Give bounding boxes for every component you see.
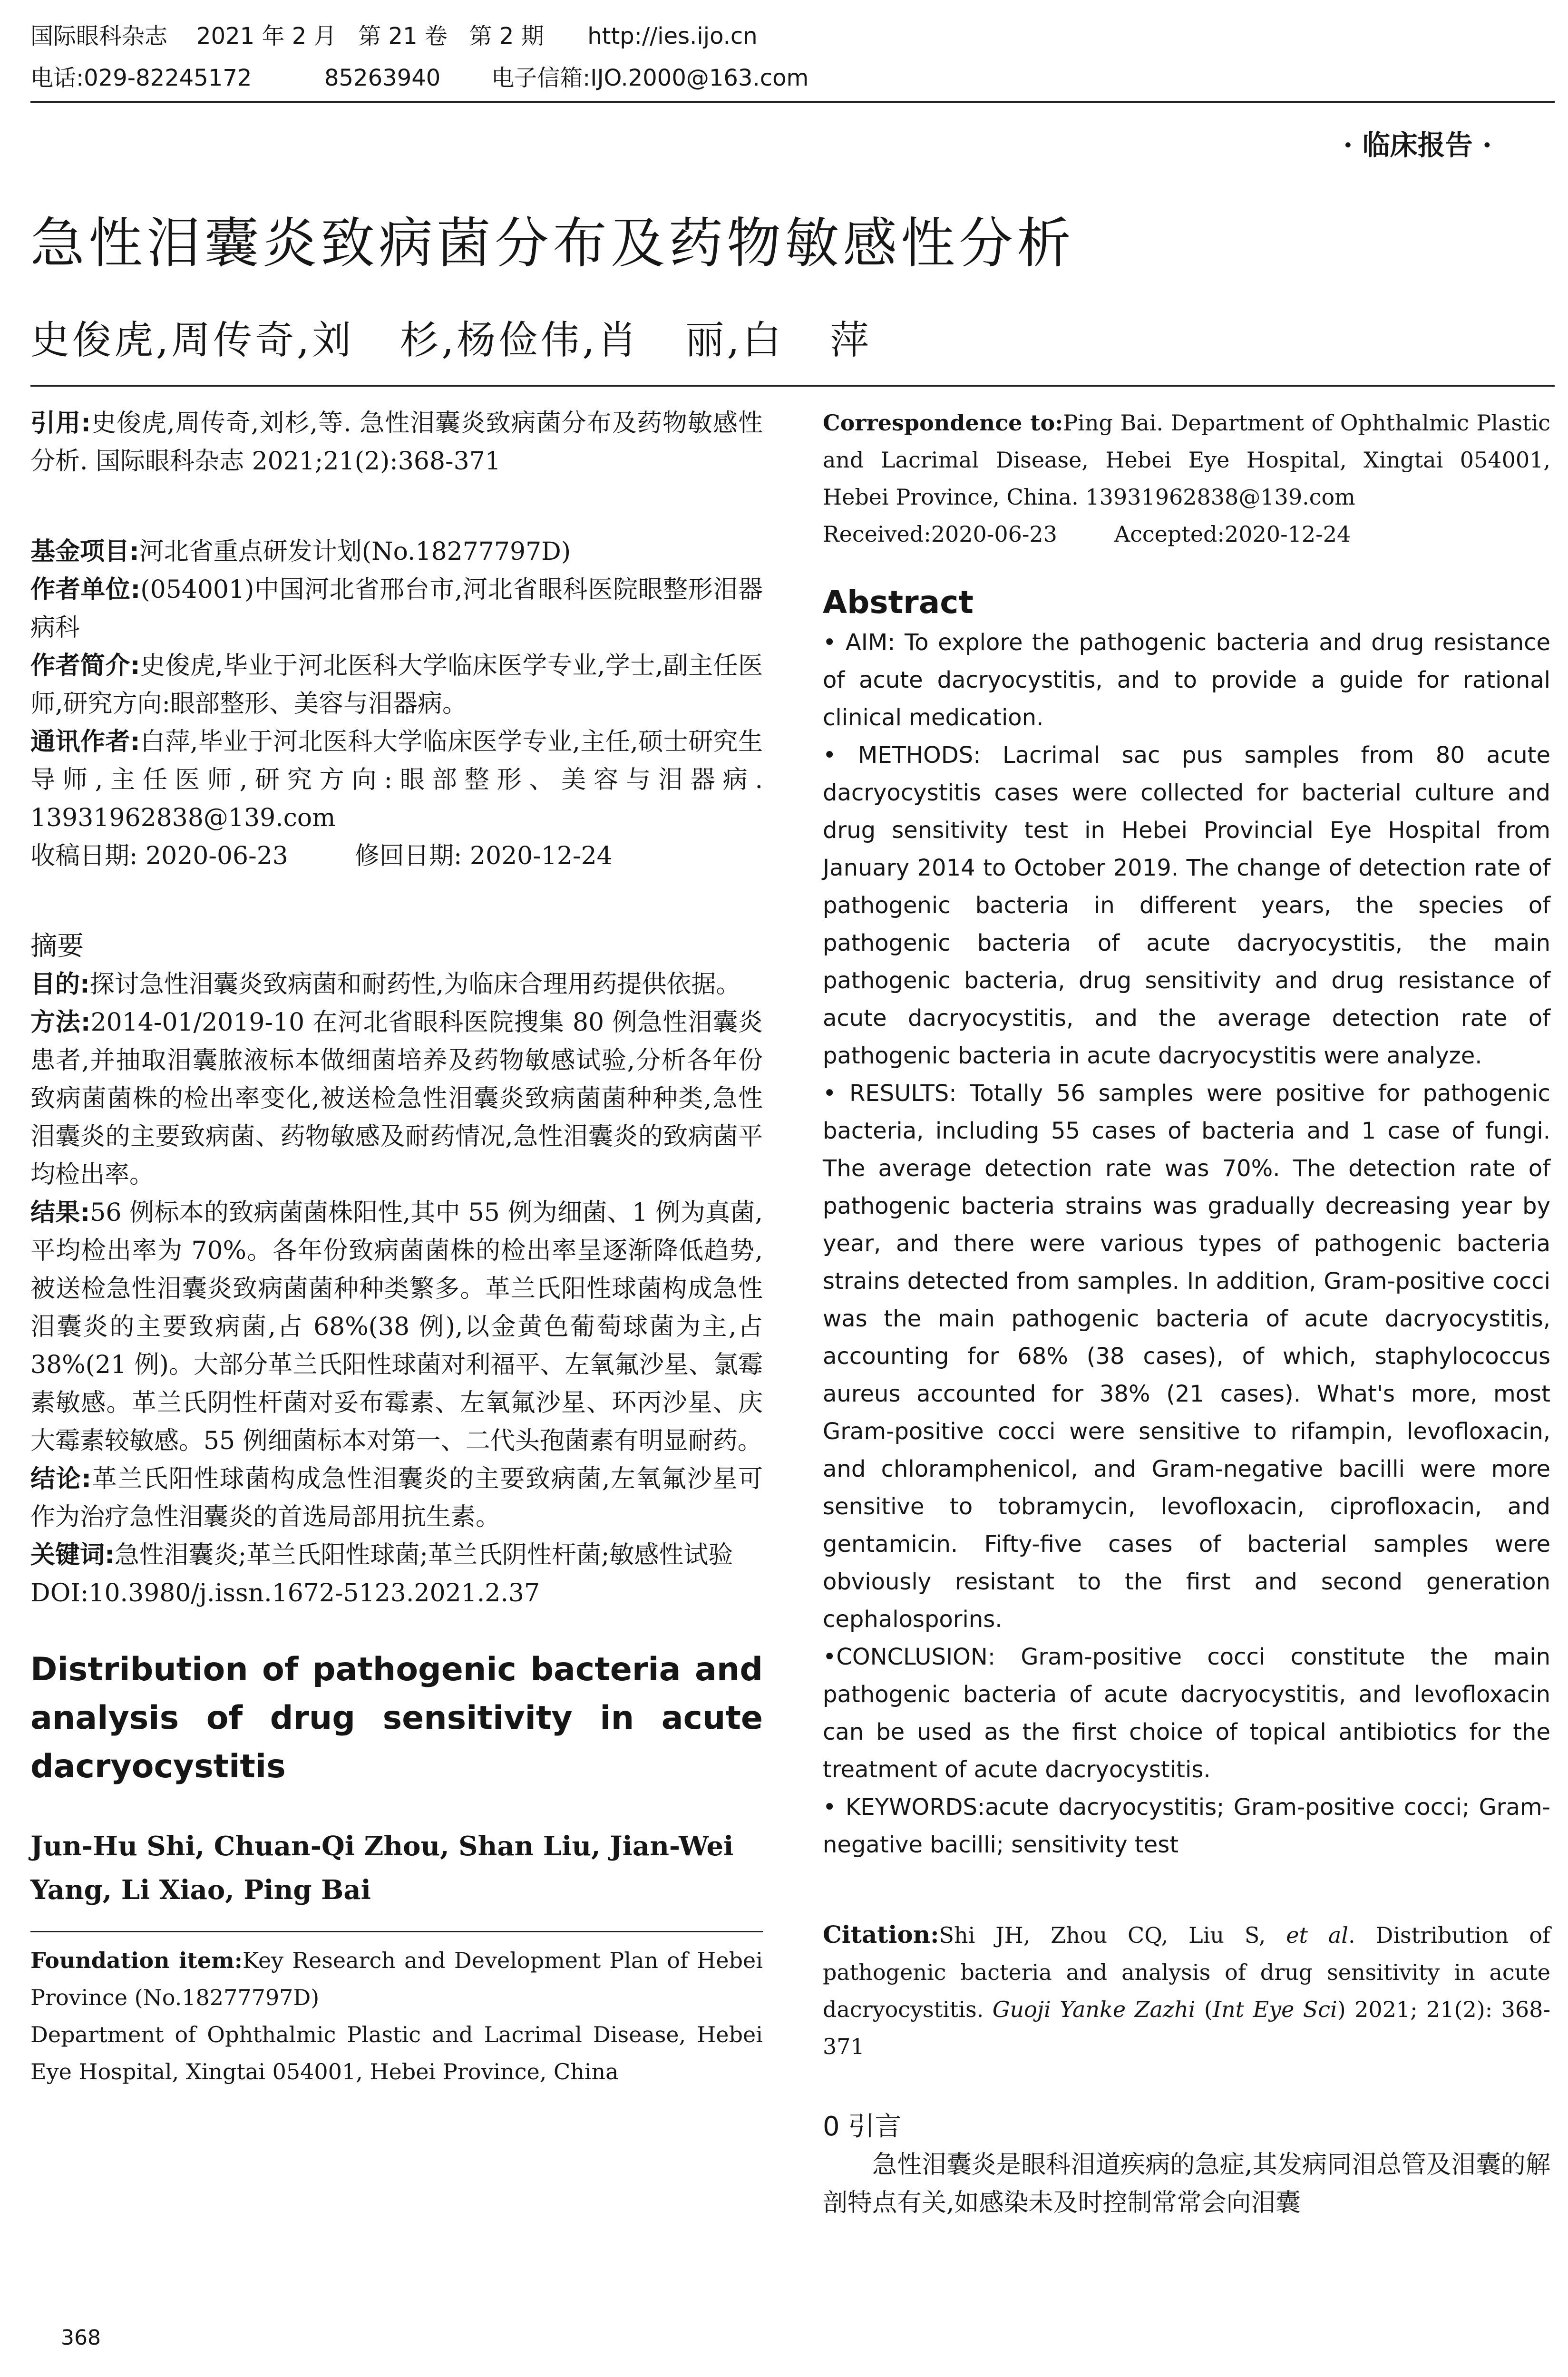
- keywords-text-cn: 急性泪囊炎;革兰氏阳性球菌;革兰氏阴性杆菌;敏感性试验: [114, 1541, 733, 1569]
- results-text-en: Totally 56 samples were positive for pathogenic bacteria, including 55 cases of bacteria and 1 case of fungi. The average detection rate was 70%. The detection rate of pathogenic bacteria strains was gradually decreasing year by year, and there were various types of pathogenic bacteria strains detected from samples. In addition, Gram-positive cocci was the main pathogenic bacteria of acute dacryocystitis, accounting for 68% (38 cases), of which, staphylococcus aureus accounted for 38% (21 cases). What's more, most Gram-positive cocci were sensitive to rifampin, levofloxacin, and chloramphenicol, and Gram-negative bacilli were more sensitive to tobramycin, levofloxacin, ciprofloxacin, and gentamicin. Fifty-five cases of bacterial samples were obviously resistant to the first and second generation cephalosporins.: [823, 1080, 1551, 1633]
- aim-label-cn: 目的:: [30, 970, 90, 999]
- article-title-english: Distribution of pathogenic bacteria and analysis of drug sensitivity in acute dacryocystitis: [30, 1651, 763, 1785]
- abstract-methods-en: [823, 737, 1550, 1075]
- conclusion-text-en: Gram-positive cocci constitute the main pathogenic bacteria of acute dacryocystitis, and levofloxacin can be used as the first choice of topical antibiotics for the treatment of acute dacryocystitis.: [823, 1644, 1550, 1783]
- keywords-label-cn: 关键词:: [30, 1541, 115, 1569]
- aim-text-en: To explore the pathogenic bacteria and drug resistance of acute dacryocystitis, and to provide a guide for rational clinical medication.: [823, 629, 1551, 731]
- abstract-results-en: [823, 1075, 1550, 1638]
- abstract-aim-cn: [30, 965, 763, 1003]
- fund-text: 河北省重点研发计划(No.18277797D): [139, 537, 571, 566]
- abstract-conclusion-en: [823, 1638, 1550, 1789]
- intro-heading: 0 引言: [823, 2111, 902, 2142]
- department-affiliation: Department of Ophthalmic Plastic and Lacrimal Disease, Hebei Eye Hospital, Xingtai 054001, Hebei Province, China: [30, 2022, 763, 2085]
- corresponding-author: [30, 723, 763, 837]
- foundation-text: Key Research and Development Plan of Hebei Province (No.18277797D): [30, 1948, 763, 2010]
- aim-text-cn: 探讨急性泪囊炎致病菌和耐药性,为临床合理用药提供依据。: [89, 970, 741, 999]
- abstract-methods-cn: [30, 1003, 763, 1194]
- citation-label-en: Citation:: [823, 1920, 939, 1948]
- citation-paren-open: (: [1195, 1997, 1213, 2022]
- left-column: [30, 404, 763, 2090]
- abstract-results-cn: [30, 1194, 763, 1460]
- corr-text: 白萍,毕业于河北医科大学临床医学专业,主任,硕士研究生导师,主任医师,研究方向:眼部整形、美容与泪器病. 13931962838@139.com: [30, 728, 763, 832]
- methods-label-en: • METHODS:: [823, 742, 1003, 769]
- author-unit: [30, 571, 763, 647]
- authors-english: Jun-Hu Shi, Chuan-Qi Zhou, Shan Liu, Jian-Wei Yang, Li Xiao, Ping Bai: [30, 1831, 734, 1906]
- methods-text-cn: 2014-01/2019-10 在河北省眼科医院搜集 80 例急性泪囊炎患者,并抽取泪囊脓液标本做细菌培养及药物敏感试验,分析各年份致病菌菌株的检出率变化,被送检急性泪囊炎致病菌菌种种类,急性泪囊炎的主要致病菌、药物敏感及耐药情况,急性泪囊炎的致病菌平均检出率。: [30, 1008, 763, 1189]
- accepted-en: Accepted:2020-12-24: [1114, 521, 1351, 547]
- citation-authors: Shi JH, Zhou CQ, Liu S,: [939, 1922, 1286, 1948]
- author-bio: [30, 647, 763, 723]
- dates-cn: [30, 837, 763, 875]
- unit-label: 作者单位:: [30, 575, 141, 604]
- citation-journal: Guoji Yanke Zazhi: [992, 1997, 1196, 2022]
- citation-volume: ) 2021; 21(2): 368-371: [823, 1997, 1550, 2059]
- abstract-heading-en: Abstract: [823, 584, 974, 621]
- bio-label: 作者简介:: [30, 652, 140, 680]
- conclusion-label-cn: 结论:: [30, 1465, 92, 1493]
- abstract-aim-en: [823, 624, 1550, 737]
- keywords-cn: [30, 1536, 763, 1574]
- citation-title: . Distribution of pathogenic bacteria and analysis of drug sensitivity in acute dacryocystitis.: [823, 1922, 1551, 2022]
- right-column: [823, 404, 1550, 2222]
- citation-cn: [30, 404, 763, 480]
- citation-label: 引用:: [30, 409, 91, 438]
- page-number: 368: [61, 2326, 101, 2350]
- keywords-text-en: acute dacryocystitis; Gram-positive cocci; Gram-negative bacilli; sensitivity test: [823, 1794, 1550, 1858]
- results-label-en: • RESULTS:: [823, 1080, 970, 1107]
- bio-text: 史俊虎,毕业于河北医科大学临床医学专业,学士,副主任医师,研究方向:眼部整形、美容与泪器病。: [30, 652, 763, 718]
- fund-label: 基金项目:: [30, 537, 139, 566]
- header-divider: [30, 101, 1555, 103]
- abstract-conclusion-cn: [30, 1460, 763, 1536]
- article-title: 急性泪囊炎致病菌分布及药物敏感性分析: [30, 212, 1075, 275]
- methods-label-cn: 方法:: [30, 1008, 91, 1037]
- corr-label: 通讯作者:: [30, 728, 140, 756]
- conclusion-label-en: •CONCLUSION:: [823, 1644, 1021, 1670]
- revised-date: 修回日期: 2020-12-24: [354, 842, 613, 870]
- received-date: 收稿日期: 2020-06-23: [30, 842, 288, 870]
- foundation-label: Foundation item:: [30, 1948, 243, 1973]
- citation-text: 史俊虎,周传奇,刘杉,等. 急性泪囊炎致病菌分布及药物敏感性分析. 国际眼科杂志 2021;21(2):368-371: [30, 409, 763, 476]
- journal-header-line2: 电话:029-82245172 85263940 电子信箱:IJO.2000@163.com: [30, 65, 809, 91]
- keywords-en: [823, 1789, 1550, 1864]
- title-divider: [30, 385, 1555, 387]
- citation-en: [823, 1916, 1550, 2065]
- abstract-heading-cn: 摘要: [30, 931, 84, 962]
- citation-etal: et al: [1286, 1922, 1348, 1948]
- received-en: Received:2020-06-23: [823, 521, 1057, 547]
- journal-header-line1: 国际眼科杂志 2021 年 2 月 第 21 卷 第 2 期 http://ies.ijo.cn: [30, 23, 758, 49]
- authors-chinese: 史俊虎,周传奇,刘 杉,杨俭伟,肖 丽,白 萍: [30, 318, 872, 363]
- results-label-cn: 结果:: [30, 1198, 90, 1227]
- methods-text-en: Lacrimal sac pus samples from 80 acute dacryocystitis cases were collected for bacterial culture and drug sensitivity test in Hebei Provincial Eye Hospital from January 2014 to October 2019. The change of detection rate of pathogenic bacteria in different years, the species of pathogenic bacteria of acute dacryocystitis, the main pathogenic bacteria, drug sensitivity and drug resistance of acute dacryocystitis, and the average detection rate of pathogenic bacteria in acute dacryocystitis were analyze.: [823, 742, 1551, 1069]
- doi: DOI:10.3980/j.issn.1672-5123.2021.2.37: [30, 1579, 540, 1607]
- citation-journal-en: Int Eye Sci: [1212, 1997, 1337, 2022]
- unit-text: (054001)中国河北省邢台市,河北省眼科医院眼整形泪器病科: [30, 575, 763, 642]
- foundation-item: [30, 1942, 763, 2016]
- correspondence-en: [823, 404, 1550, 516]
- results-text-cn: 56 例标本的致病菌菌株阳性,其中 55 例为细菌、1 例为真菌,平均检出率为 70%。各年份致病菌菌株的检出率呈逐渐降低趋势,被送检急性泪囊炎致病菌菌种种类繁多。革兰氏阳性球菌构成急性泪囊炎的主要致病菌,占 68%(38 例),以金黄色葡萄球菌为主,占 38%(21 例)。大部分革兰氏阳性球菌对利福平、左氧氟沙星、氯霉素敏感。革兰氏阴性杆菌对妥布霉素、左氧氟沙星、环丙沙星、庆大霉素较敏感。55 例细菌标本对第一、二代头孢菌素有明显耐药。: [30, 1198, 763, 1455]
- correspondence-text: Ping Bai. Department of Ophthalmic Plastic and Lacrimal Disease, Hebei Eye Hospital, Xingtai 054001, Hebei Province, China. 13931962838@139.com: [823, 410, 1551, 510]
- intro-text: 急性泪囊炎是眼科泪道疾病的急症,其发病同泪总管及泪囊的解剖特点有关,如感染未及时控制常常会向泪囊: [823, 2151, 1550, 2217]
- fund-info: [30, 533, 763, 571]
- aim-label-en: • AIM:: [823, 629, 905, 656]
- section-label: · 临床报告 ·: [1343, 129, 1492, 161]
- keywords-label-en: • KEYWORDS:: [823, 1794, 985, 1821]
- correspondence-label: Correspondence to:: [823, 410, 1063, 436]
- dates-en: [823, 516, 1550, 553]
- conclusion-text-cn: 革兰氏阳性球菌构成急性泪囊炎的主要致病菌,左氧氟沙星可作为治疗急性泪囊炎的首选局部用抗生素。: [30, 1465, 763, 1531]
